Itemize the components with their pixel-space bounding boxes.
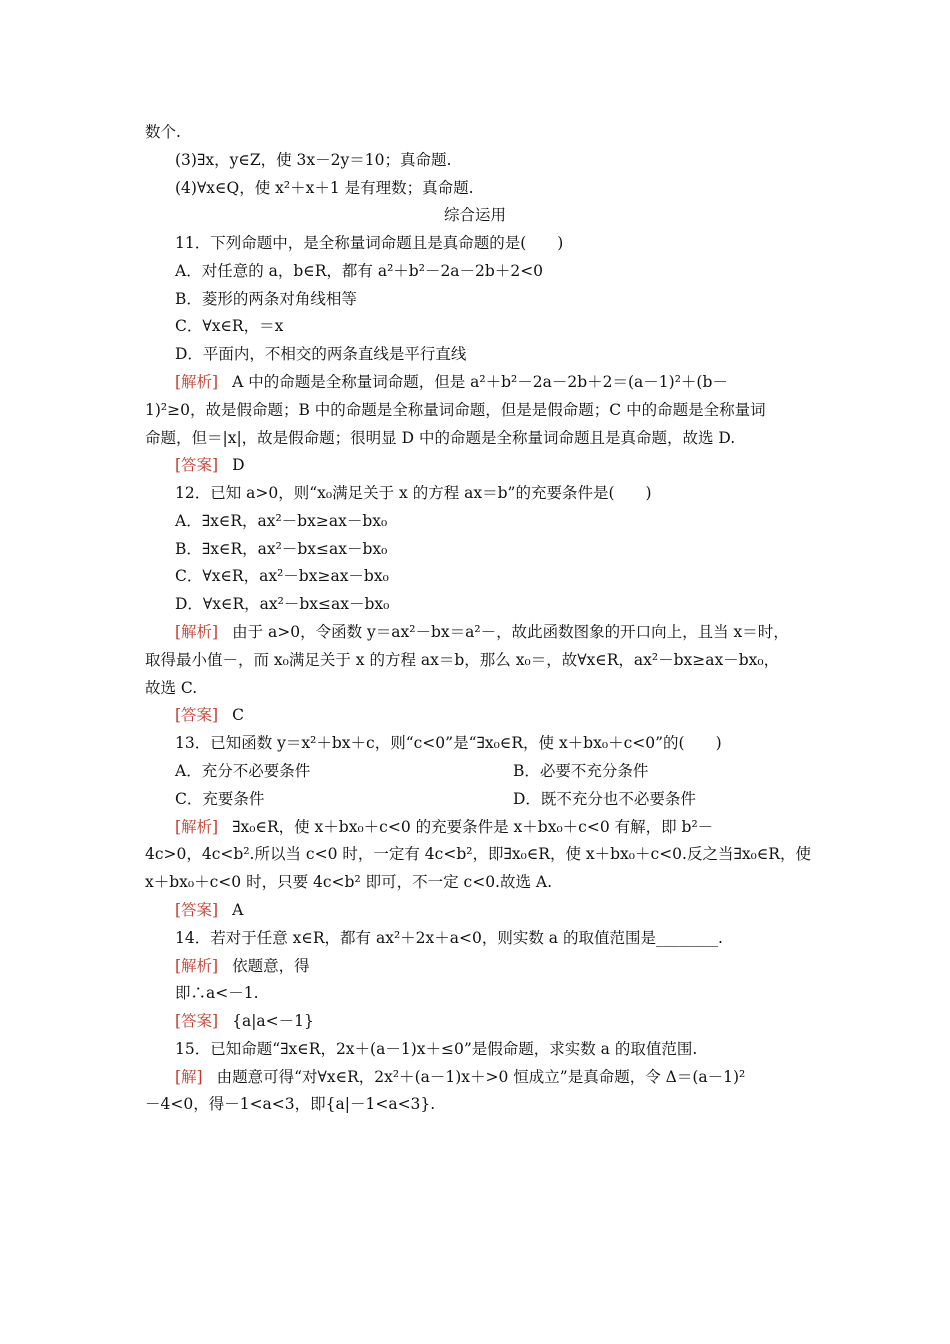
answer-text: {a|a<－1} bbox=[232, 1012, 314, 1030]
option-d: D．∀x∈R，ax²－bx≤ax－bx₀ bbox=[175, 595, 390, 613]
option-b: B．必要不充分条件 bbox=[513, 762, 649, 780]
question-13: 13．已知函数 y＝x²＋bx＋c，则“c<0”是“∃x₀∈R，使 x＋bx₀＋c<0”的( ) bbox=[175, 734, 722, 752]
analysis-text: ∃x₀∈R，使 x＋bx₀＋c<0 的充要条件是 x＋bx₀＋c<0 有解，即 b²－ bbox=[232, 818, 714, 836]
text-line: 命题，但＝|x|，故是假命题；很明显 D 中的命题是全称量词命题且是真命题，故选 D. bbox=[145, 429, 736, 447]
question-15: 15．已知命题“∃x∈R，2x＋(a－1)x＋≤0”是假命题，求实数 a 的取值范围. bbox=[175, 1040, 698, 1058]
analysis-text: 依题意，得 bbox=[232, 957, 310, 975]
answer-text: D bbox=[232, 456, 245, 474]
section-heading: 综合运用 bbox=[443, 206, 506, 224]
solution-line bbox=[175, 1066, 745, 1088]
question-12: 12．已知 a>0，则“x₀满足关于 x 的方程 ax＝b”的充要条件是( ) bbox=[175, 484, 652, 502]
option-d: D．既不充分也不必要条件 bbox=[513, 790, 696, 808]
option-d: D．平面内，不相交的两条直线是平行直线 bbox=[175, 345, 467, 363]
option-c: C．∀x∈R，＝x bbox=[175, 317, 284, 335]
analysis-tag: [解析] bbox=[175, 373, 219, 391]
option-c: C．充要条件 bbox=[175, 790, 265, 808]
text-line: x＋bx₀＋c<0 时，只要 4c<b² 即可，不一定 c<0.故选 A. bbox=[145, 873, 553, 891]
option-a: A．∃x∈R，ax²－bx≥ax－bx₀ bbox=[175, 512, 388, 530]
analysis-text: A 中的命题是全称量词命题，但是 a²＋b²－2a－2b＋2＝(a－1)²＋(b－ bbox=[232, 373, 728, 391]
answer-line bbox=[175, 454, 245, 476]
option-c: C．∀x∈R，ax²－bx≥ax－bx₀ bbox=[175, 567, 389, 585]
answer-line bbox=[175, 899, 243, 921]
question-11: 11．下列命题中，是全称量词命题且是真命题的是( ) bbox=[175, 234, 564, 252]
analysis-tag: [解析] bbox=[175, 818, 219, 836]
option-b: B．菱形的两条对角线相等 bbox=[175, 290, 357, 308]
answer-line bbox=[175, 704, 244, 726]
text-line: 即∴a<－1. bbox=[175, 984, 259, 1002]
answer-text: A bbox=[232, 901, 244, 919]
text-line: 故选 C. bbox=[145, 679, 198, 697]
answer-text: C bbox=[232, 706, 244, 724]
question-14: 14．若对于任意 x∈R，都有 ax²＋2x＋a<0，则实数 a 的取值范围是________. bbox=[175, 929, 723, 947]
answer-line bbox=[175, 1010, 314, 1032]
answer-tag: [答案] bbox=[175, 901, 219, 919]
analysis-text: 由于 a>0，令函数 y＝ax²－bx＝a²－，故此函数图象的开口向上，且当 x＝时， bbox=[232, 623, 789, 641]
option-a: A．充分不必要条件 bbox=[175, 762, 311, 780]
solution-text: 由题意可得“对∀x∈R，2x²＋(a－1)x＋>0 恒成立”是真命题，令 Δ＝(a－1)² bbox=[216, 1068, 746, 1086]
analysis-line bbox=[175, 955, 310, 977]
answer-tag: [答案] bbox=[175, 706, 219, 724]
solution-tag: [解] bbox=[175, 1068, 203, 1086]
answer-tag: [答案] bbox=[175, 456, 219, 474]
text-line: －4<0，得－1<a<3，即{a|－1<a<3}. bbox=[145, 1095, 436, 1113]
text-line: 取得最小值－，而 x₀满足关于 x 的方程 ax＝b，那么 x₀＝，故∀x∈R，ax²－bx≥ax－bx₀， bbox=[145, 651, 780, 669]
text-line: (4)∀x∈Q，使 x²＋x＋1 是有理数；真命题. bbox=[175, 179, 474, 197]
text-line: 数个. bbox=[145, 123, 181, 141]
analysis-tag: [解析] bbox=[175, 623, 219, 641]
option-a: A．对任意的 a，b∈R，都有 a²＋b²－2a－2b＋2<0 bbox=[175, 262, 544, 280]
analysis-tag: [解析] bbox=[175, 957, 219, 975]
text-line: 4c>0，4c<b².所以当 c<0 时，一定有 4c<b²，即∃x₀∈R，使 x＋bx₀＋c<0.反之当∃x₀∈R，使 bbox=[145, 845, 811, 863]
text-line: 1)²≥0，故是假命题；B 中的命题是全称量词命题，但是是假命题；C 中的命题是全称量词 bbox=[145, 401, 766, 419]
analysis-line bbox=[175, 621, 789, 643]
option-b: B．∃x∈R，ax²－bx≤ax－bx₀ bbox=[175, 540, 388, 558]
text-line: (3)∃x，y∈Z，使 3x－2y＝10；真命题. bbox=[175, 151, 452, 169]
analysis-line bbox=[175, 816, 713, 838]
analysis-line bbox=[175, 371, 728, 393]
answer-tag: [答案] bbox=[175, 1012, 219, 1030]
